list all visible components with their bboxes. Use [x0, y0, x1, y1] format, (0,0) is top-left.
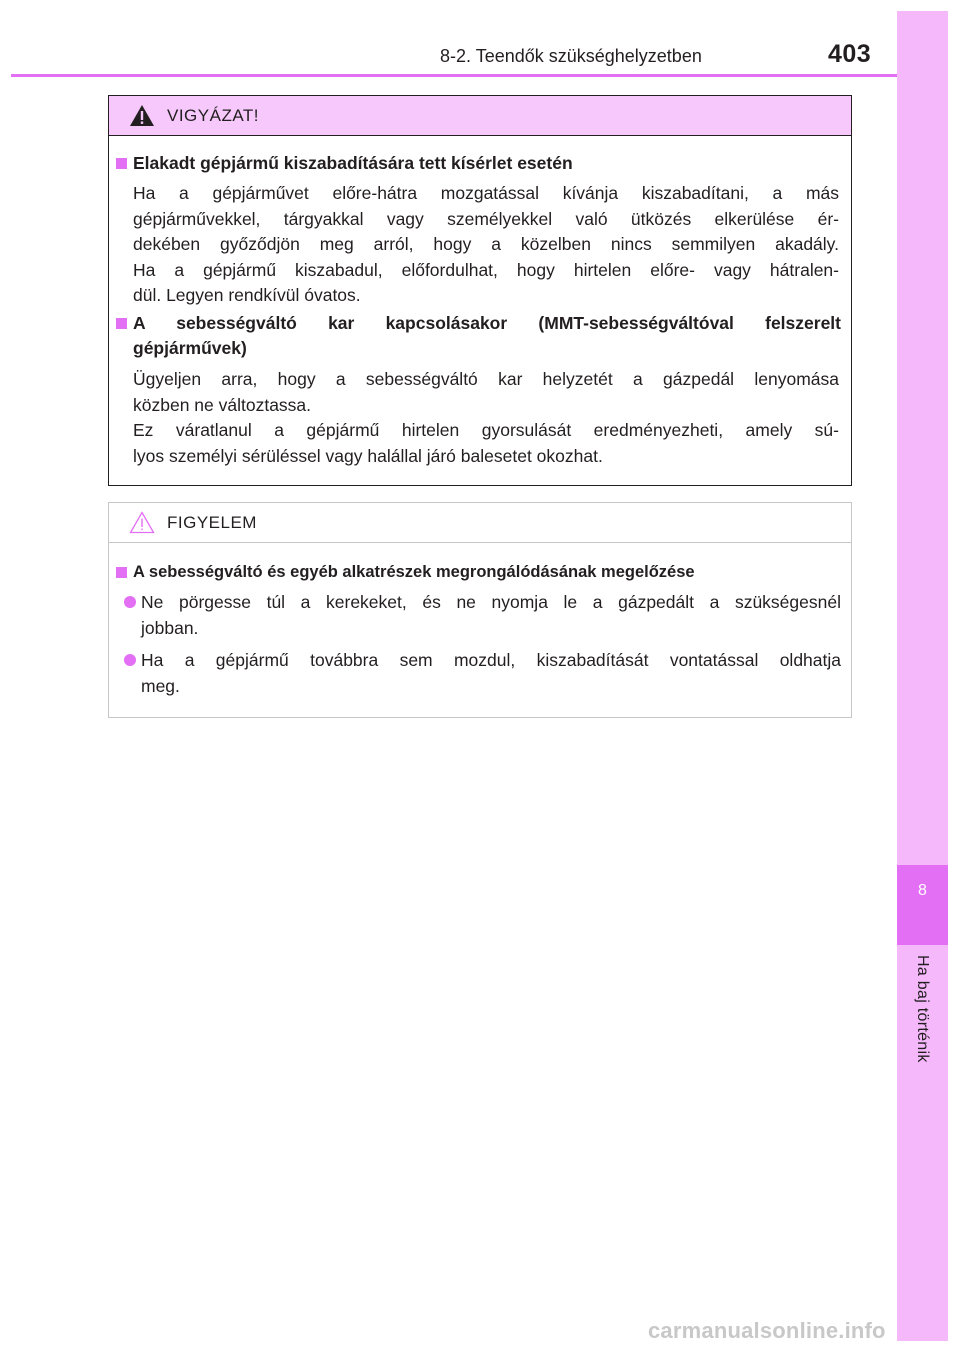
chapter-title: Ha baj történik — [914, 955, 931, 1063]
caution-bullet-1: Ne pörgesse túl a kerekeket, és ne nyomja le a gázpedált a szükségesnél jobban. — [141, 589, 841, 641]
square-bullet-icon — [116, 158, 127, 169]
chapter-tab[interactable] — [897, 865, 948, 945]
chapter-side-strip — [897, 11, 948, 1341]
warning-box — [108, 95, 852, 486]
caution-box — [108, 502, 852, 718]
chapter-title-vertical — [913, 955, 935, 1095]
square-bullet-icon — [116, 318, 127, 329]
warning-item-2-text: Ügyeljen arra, hogy a sebességváltó kar helyzetét a gázpedál lenyomása közben ne változtassa. Ez váratlanul a gépjármű hirtelen gyorsulását eredményezheti, amely sú- lyos személyi sérüléssel vagy halállal járó balesetet okozhat. — [133, 369, 839, 466]
warning-item-1-heading: Elakadt gépjármű kiszabadítására tett kísérlet esetén — [133, 151, 841, 176]
section-title: 8-2. Teendők szükséghelyzetben — [440, 46, 702, 66]
caution-item-heading: A sebességváltó és egyéb alkatrészek megrongálódásának megelőzése — [133, 560, 841, 585]
warning-box-title: VIGYÁZAT! — [167, 106, 260, 125]
watermark: carmanualsonline.info — [648, 1318, 886, 1343]
circle-bullet-icon — [124, 654, 136, 666]
warning-triangle-icon — [129, 104, 155, 132]
square-bullet-icon — [116, 567, 127, 578]
caution-triangle-icon — [129, 511, 155, 539]
page-number: 403 — [828, 40, 872, 68]
circle-bullet-icon — [124, 596, 136, 608]
caution-box-header — [109, 503, 851, 543]
chapter-number: 8 — [918, 882, 927, 899]
warning-item-2-heading: A sebességváltó kar kapcsolásakor (MMT-sebességváltóval felszerelt gépjárművek) — [133, 311, 841, 361]
warning-item-1-text: Ha a gépjárművet előre-hátra mozgatással kívánja kiszabadítani, a más gépjárművekkel, tárgyakkal vagy személyekkel való ütközés elkerülése ér- dekében győződjön meg arról, hogy a közelben nincs semmilyen akadály. Ha a gépjármű kiszabadul, előfordulhat, hogy hirtelen előre- vagy hátralen- dül. Legyen rendkívül óvatos. — [133, 183, 839, 305]
header-rule — [11, 74, 897, 77]
warning-box-header — [109, 96, 851, 136]
caution-box-title: FIGYELEM — [167, 513, 257, 532]
caution-bullet-2: Ha a gépjármű továbbra sem mozdul, kiszabadítását vontatással oldhatja meg. — [141, 647, 841, 699]
